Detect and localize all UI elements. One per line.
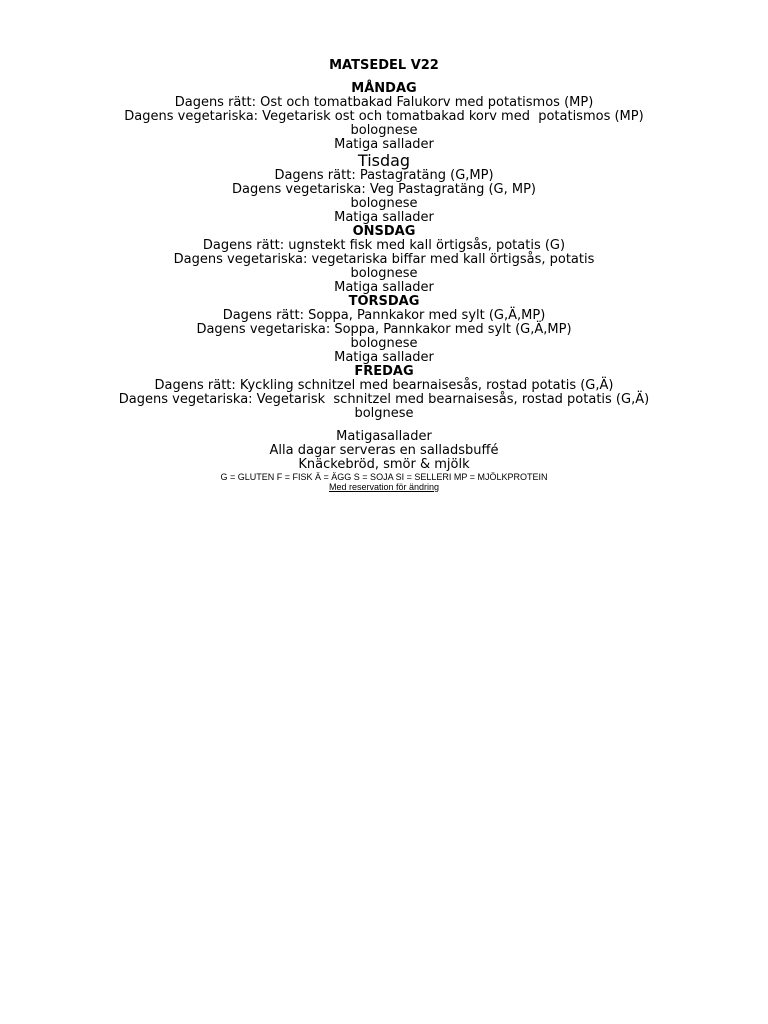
extra-line: bolognese bbox=[350, 196, 418, 211]
dish-line: Dagens rätt: ugnstekt fisk med kall örtigsås, potatis (G) bbox=[202, 238, 566, 253]
reservation-note: Med reservation för ändring bbox=[328, 482, 440, 492]
extra-line: bolognese bbox=[350, 336, 418, 351]
day-heading-monday: MÅNDAG bbox=[351, 81, 417, 96]
dish-line: Dagens rätt: Pastagratäng (G,MP) bbox=[274, 168, 494, 183]
extra-line: bolognese bbox=[350, 123, 418, 138]
extra-line: Matiga sallader bbox=[334, 137, 434, 152]
extra-line: Matiga sallader bbox=[334, 350, 434, 365]
dish-line: Dagens rätt: Soppa, Pannkakor med sylt (G,Ä,MP) bbox=[222, 308, 546, 323]
extra-line: Matiga sallader bbox=[334, 210, 434, 225]
day-heading-wednesday: ONSDAG bbox=[352, 224, 416, 239]
allergen-legend: G = GLUTEN F = FISK Ä = ÄGG S = SOJA SI = SELLERI MP = MJÖLKPROTEIN bbox=[220, 472, 548, 482]
day-heading-tuesday: Tisdag bbox=[357, 151, 411, 170]
footer-buffet: Alla dagar serveras en salladsbuffé bbox=[269, 443, 499, 458]
vegetarian-line: Dagens vegetariska: Vegetarisk ost och tomatbakad korv med potatismos (MP) bbox=[124, 109, 644, 124]
vegetarian-line: Dagens vegetariska: Soppa, Pannkakor med sylt (G,Ä,MP) bbox=[196, 322, 572, 337]
extra-line: bolgnese bbox=[354, 406, 414, 421]
dish-line: Dagens rätt: Kyckling schnitzel med bearnaisesås, rostad potatis (G,Ä) bbox=[154, 378, 614, 393]
extra-line: Matiga sallader bbox=[334, 280, 434, 295]
footer-salads: Matigasallader bbox=[336, 429, 432, 444]
day-heading-thursday: TORSDAG bbox=[348, 294, 420, 309]
vegetarian-line: Dagens vegetariska: Vegetarisk schnitzel med bearnaisesås, rostad potatis (G,Ä) bbox=[118, 392, 650, 407]
extra-line: bolognese bbox=[350, 266, 418, 281]
footer-bread: Knäckebröd, smör & mjölk bbox=[298, 457, 470, 472]
dish-line: Dagens rätt: Ost och tomatbakad Falukorv med potatismos (MP) bbox=[174, 95, 594, 110]
vegetarian-line: Dagens vegetariska: Veg Pastagratäng (G, MP) bbox=[232, 182, 536, 197]
vegetarian-line: Dagens vegetariska: vegetariska biffar med kall örtigsås, potatis bbox=[173, 252, 595, 267]
day-heading-friday: FREDAG bbox=[354, 364, 414, 379]
menu-title: MATSEDEL V22 bbox=[329, 58, 439, 73]
menu-document bbox=[0, 59, 768, 492]
